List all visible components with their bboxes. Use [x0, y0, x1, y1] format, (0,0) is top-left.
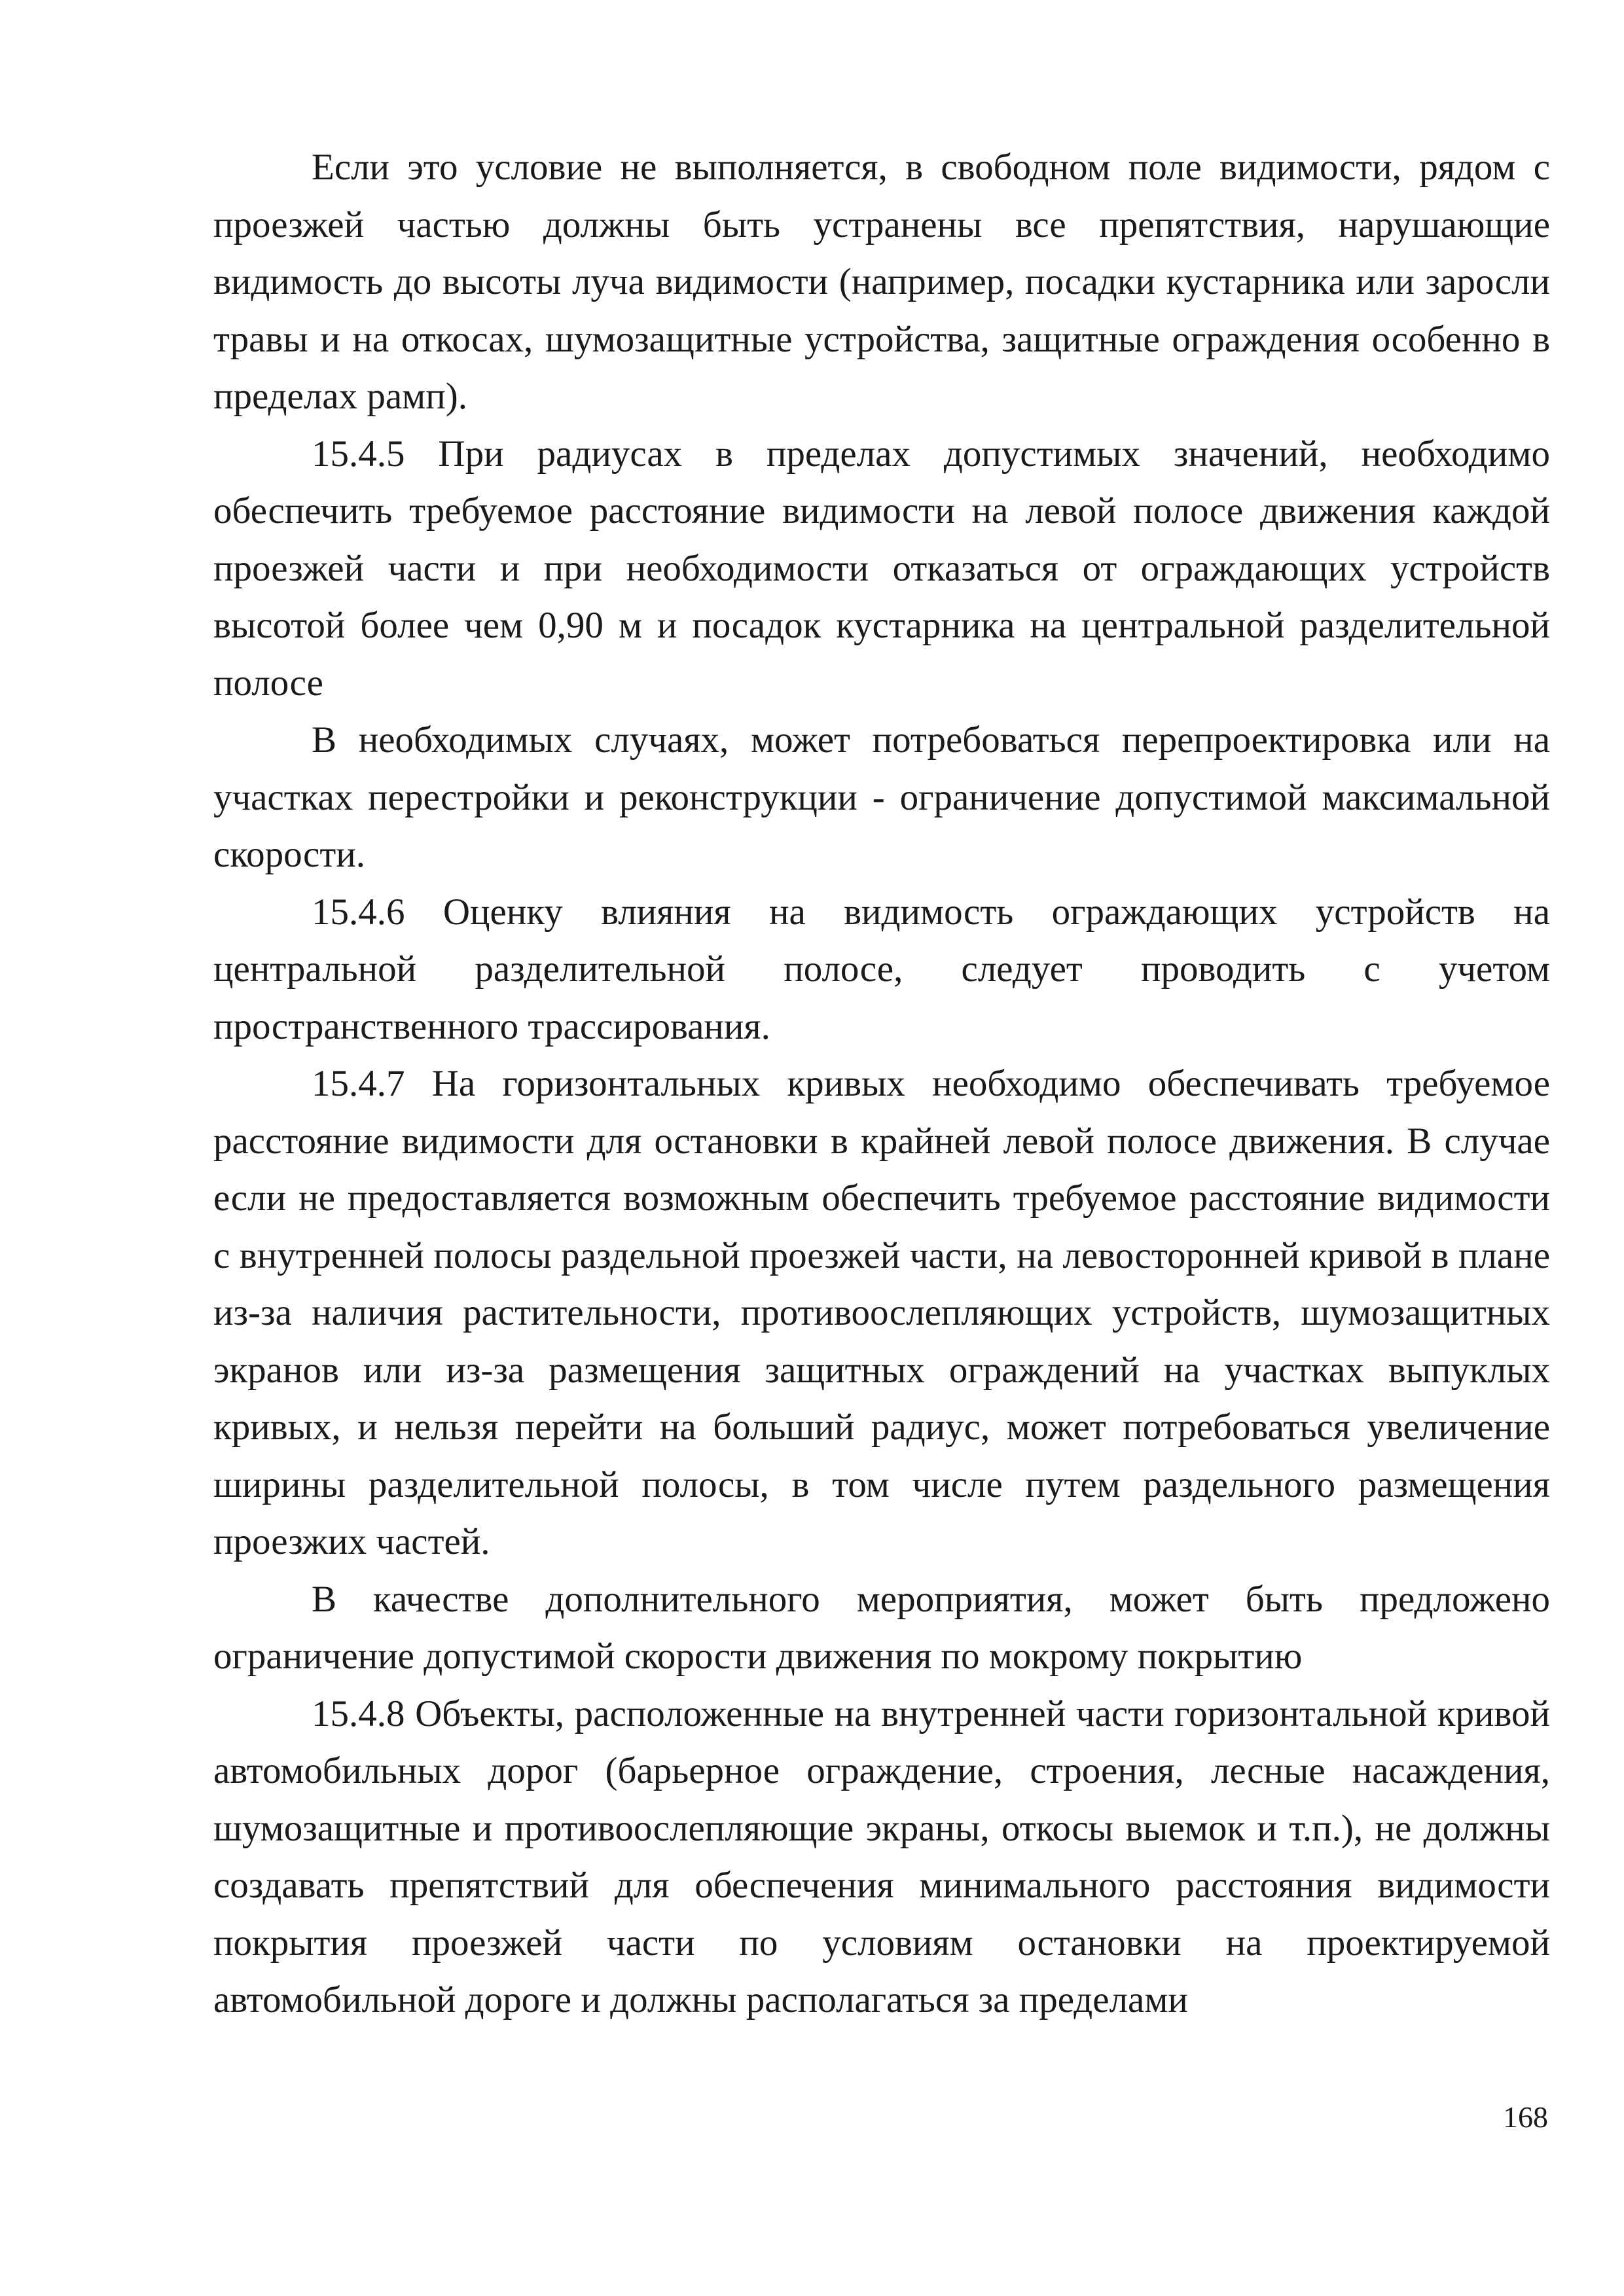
paragraph-15-4-7: 15.4.7 На горизонтальных кривых необходимо обеспечивать требуемое расстояние видимости для остановки в крайней левой полосе движения. В случае если не предоставляется возможным обеспечить требуемое расстояние видимости с внутренней полосы раздельной проезжей части, на левосторонней кривой в плане из-за наличия растительности, противоослепляющих устройств, шумозащитных экранов или из-за размещения защитных ограждений на участках выпуклых кривых, и нельзя перейти на больший радиус, может потребоваться увеличение ширины разделительной полосы, в том числе путем раздельного размещения проезжих частей.: [213, 1063, 1550, 1562]
page-number: 168: [1503, 2100, 1548, 2134]
paragraph-visibility-obstacles: Если это условие не выполняется, в свободном поле видимости, рядом с проезжей частью должны быть устранены все препятствия, нарушающие видимость до высоты луча видимости (например, посадки кустарника или заросли травы и на откосах, шумозащитные устройства, защитные ограждения особенно в пределах рамп).: [213, 147, 1550, 417]
paragraph-redesign-cases: В необходимых случаях, может потребоваться перепроектировка или на участках перестройки и реконструкции - ограничение допустимой максимальной скорости.: [213, 719, 1550, 875]
body-text: [213, 139, 1550, 2029]
paragraph-15-4-5: 15.4.5 При радиусах в пределах допустимых значений, необходимо обеспечить требуемое расстояние видимости на левой полосе движения каждой проезжей части и при необходимости отказаться от ограждающих устройств высотой более чем 0,90 м и посадок кустарника на центральной разделительной полосе: [213, 433, 1550, 704]
paragraph-15-4-6: 15.4.6 Оценку влияния на видимость ограждающих устройств на центральной разделительной полосе, следует проводить с учетом пространственного трассирования.: [213, 891, 1550, 1047]
paragraph-additional-measure: В качестве дополнительного мероприятия, может быть предложено ограничение допустимой скорости движения по мокрому покрытию: [213, 1578, 1550, 1677]
paragraph-15-4-8: 15.4.8 Объекты, расположенные на внутренней части горизонтальной кривой автомобильных дорог (барьерное ограждение, строения, лесные насаждения, шумозащитные и противоослепляющие экраны, откосы выемок и т.п.), не должны создавать препятствий для обеспечения минимального расстояния видимости покрытия проезжей части по условиям остановки на проектируемой автомобильной дороге и должны располагаться за пределами: [213, 1693, 1550, 2020]
